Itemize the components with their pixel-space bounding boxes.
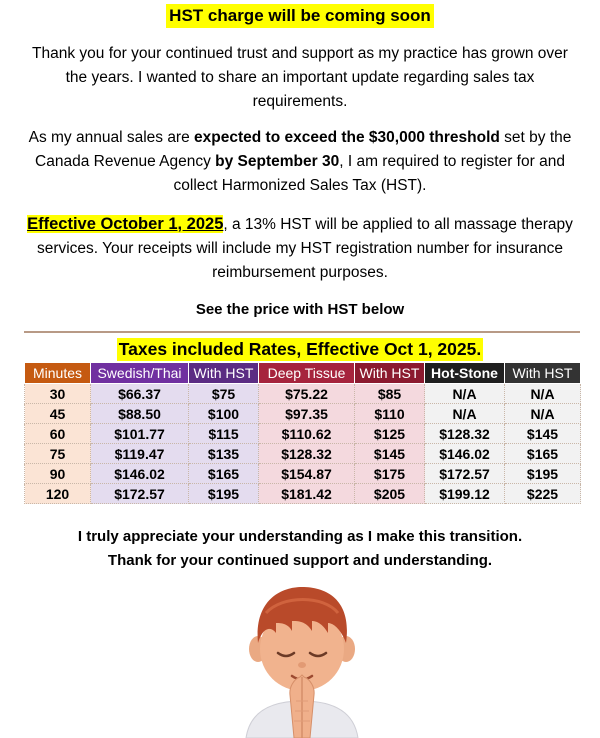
table-row — [25, 424, 581, 444]
table-cell: $146.02 — [91, 464, 189, 484]
table-cell: $110.62 — [259, 424, 355, 444]
threshold-bold-2: by September 30 — [215, 153, 340, 170]
effective-date: Effective October 1, 2025 — [27, 215, 224, 233]
table-row — [25, 444, 581, 464]
table-title: Taxes included Rates, Effective Oct 1, 2025. — [118, 339, 482, 359]
table-cell: 120 — [25, 484, 91, 504]
threshold-paragraph — [20, 126, 580, 198]
table-cell: $175 — [355, 464, 425, 484]
table-cell: $66.37 — [91, 384, 189, 404]
table-cell: $165 — [505, 444, 581, 464]
table-cell: 90 — [25, 464, 91, 484]
table-cell: $195 — [505, 464, 581, 484]
table-cell: $165 — [189, 464, 259, 484]
table-header-row — [25, 363, 581, 384]
column-header: Hot-Stone — [425, 363, 505, 384]
threshold-text-3: , I am required to register for and collect Harmonized Sales Tax (HST). — [173, 153, 565, 194]
table-cell: $75.22 — [259, 384, 355, 404]
table-cell: N/A — [425, 404, 505, 424]
table-row — [25, 404, 581, 424]
column-header: With HST — [505, 363, 581, 384]
table-cell: $172.57 — [91, 484, 189, 504]
intro-paragraph: Thank you for your continued trust and support as my practice has grown over the years. I wanted to share an important update regarding sales tax requirements. — [32, 45, 568, 110]
closing-message — [0, 525, 600, 573]
table-cell: $145 — [355, 444, 425, 464]
table-row — [25, 464, 581, 484]
table-cell: $119.47 — [91, 444, 189, 464]
table-cell: $85 — [355, 384, 425, 404]
table-row — [25, 384, 581, 404]
divider — [24, 331, 580, 333]
table-cell: $125 — [355, 424, 425, 444]
table-cell: $128.32 — [425, 424, 505, 444]
table-cell: $181.42 — [259, 484, 355, 504]
table-cell: $146.02 — [425, 444, 505, 464]
table-title-wrap — [0, 338, 600, 361]
table-cell: $205 — [355, 484, 425, 504]
table-cell: $101.77 — [91, 424, 189, 444]
table-cell: $154.87 — [259, 464, 355, 484]
effective-text: , a 13% HST will be applied to all massage therapy services. Your receipts will include my HST registration number for insurance reimbursement purposes. — [36, 216, 573, 281]
table-cell: 60 — [25, 424, 91, 444]
table-cell: $97.35 — [259, 404, 355, 424]
table-cell: $199.12 — [425, 484, 505, 504]
table-cell: $75 — [189, 384, 259, 404]
column-header: Minutes — [25, 363, 91, 384]
table-cell: 75 — [25, 444, 91, 464]
table-cell: $110 — [355, 404, 425, 424]
page-title: HST charge will be coming soon — [166, 4, 434, 28]
praying-avatar-icon — [232, 583, 372, 738]
closing-line-1: I truly appreciate your understanding as I make this transition. — [77, 528, 523, 545]
column-header: With HST — [189, 363, 259, 384]
table-cell: 30 — [25, 384, 91, 404]
table-cell: $128.32 — [259, 444, 355, 464]
table-cell: $172.57 — [425, 464, 505, 484]
table-cell: $88.50 — [91, 404, 189, 424]
table-cell: $135 — [189, 444, 259, 464]
closing-line-2: Thank for your continued support and understanding. — [107, 552, 493, 569]
table-cell: N/A — [505, 384, 581, 404]
threshold-bold-1: expected to exceed the $30,000 threshold — [194, 129, 500, 146]
column-header: With HST — [355, 363, 425, 384]
column-header: Swedish/Thai — [91, 363, 189, 384]
table-cell: $145 — [505, 424, 581, 444]
threshold-text-2: set by the Canada Revenue Agency — [35, 129, 572, 170]
table-cell: $225 — [505, 484, 581, 504]
table-cell: $115 — [189, 424, 259, 444]
price-note: See the price with HST below — [195, 301, 405, 318]
table-cell: N/A — [505, 404, 581, 424]
table-cell: $100 — [189, 404, 259, 424]
column-header: Deep Tissue — [259, 363, 355, 384]
rates-table — [24, 362, 581, 504]
table-cell: 45 — [25, 404, 91, 424]
table-row — [25, 484, 581, 504]
table-cell: $195 — [189, 484, 259, 504]
threshold-text-1: As my annual sales are — [28, 129, 195, 146]
effective-paragraph — [20, 212, 580, 285]
table-cell: N/A — [425, 384, 505, 404]
title-wrap — [0, 4, 600, 28]
